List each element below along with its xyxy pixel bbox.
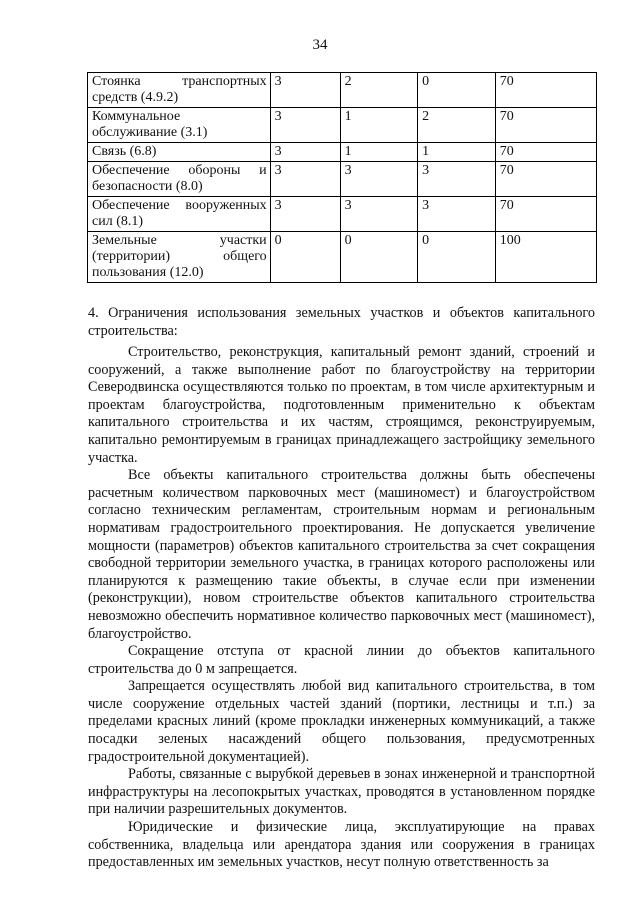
- table-cell: 3: [270, 108, 340, 143]
- paragraph: Запрещается осуществлять любой вид капитального строительства, в том числе сооружение отдельных частей зданий (портики, лестницы и т.п.) за пределами красных линий (кроме прокладки инженерных коммуникаций, а также посадки зеленых насаждений общего пользования, предусмотренных градостроительной документацией).: [88, 678, 595, 765]
- zoning-parameters-table: [87, 72, 597, 283]
- paragraph: Юридические и физические лица, эксплуатирующие на правах собственника, владельца или арендатора здания или сооружения в границах предоставленных им земельных участков, несут полную ответственность за: [88, 819, 595, 871]
- table-cell-name: Обеспечение обороны и безопасности (8.0): [88, 162, 271, 197]
- table-cell: 2: [418, 108, 496, 143]
- table-cell: 70: [495, 73, 596, 108]
- table-row: [88, 143, 597, 162]
- paragraph: Строительство, реконструкция, капитальный ремонт зданий, строений и сооружений, а также выполнение работ по благоустройству на территории Северодвинска осуществляются только по проектам, в том числе архитектурным и проектам благоустройства, подготовленным применительно к объектам капитального строительства и их частям, строящимся, реконструируемым, капитально ремонтируемым в границах принадлежащего застройщику земельного участка.: [88, 344, 595, 466]
- table-cell: 0: [270, 232, 340, 283]
- table-cell: 3: [270, 73, 340, 108]
- table-cell: 3: [418, 162, 496, 197]
- table-cell-name: Коммунальное обслуживание (3.1): [88, 108, 271, 143]
- table-row: [88, 108, 597, 143]
- table-row: [88, 73, 597, 108]
- table-cell: 3: [340, 162, 418, 197]
- page-number: 34: [312, 37, 328, 53]
- table-cell: 0: [418, 232, 496, 283]
- table-cell: 1: [340, 143, 418, 162]
- table-cell: 3: [418, 197, 496, 232]
- table-cell: 100: [495, 232, 596, 283]
- table-cell: 70: [495, 108, 596, 143]
- table-cell-name: Стоянка транспортных средств (4.9.2): [88, 73, 271, 108]
- paragraph: Работы, связанные с вырубкой деревьев в зонах инженерной и транспортной инфраструктуры на лесопокрытых участках, проводятся в установленном порядке при наличии разрешительных документов.: [88, 766, 595, 818]
- table-cell-name: Обеспечение вооруженных сил (8.1): [88, 197, 271, 232]
- table-cell: 1: [418, 143, 496, 162]
- table-cell: 0: [340, 232, 418, 283]
- paragraph: Все объекты капитального строительства должны быть обеспечены расчетным количеством парковочных мест (машиномест) и благоустройством согласно техническим регламентам, строительным нормам и региональным нормативам градостроительного проектирования. Не допускается увеличение мощности (параметров) объектов капитального строительства за счет сокращения свободной территории земельного участка, в границах которого расположены или планируются к размещению такие объекты, в случае если при изменении (реконструкции), новом строительстве объектов капитального строительства невозможно обеспечить нормативное количество парковочных мест (машиномест), благоустройство.: [88, 467, 595, 642]
- table-cell: 70: [495, 197, 596, 232]
- table-cell: 3: [270, 197, 340, 232]
- table-cell: 0: [418, 73, 496, 108]
- table-cell: 3: [270, 162, 340, 197]
- paragraph: Сокращение отступа от красной линии до объектов капитального строительства до 0 м запрещается.: [88, 643, 595, 677]
- table-cell-name: Земельные участки (территории) общего пользования (12.0): [88, 232, 271, 283]
- table-cell: 70: [495, 143, 596, 162]
- section-body: [88, 344, 595, 872]
- table-cell-name: Связь (6.8): [88, 143, 271, 162]
- table-cell: 3: [340, 197, 418, 232]
- section-heading: 4. Ограничения использования земельных участков и объектов капитального строительства:: [88, 305, 595, 339]
- table-cell: 70: [495, 162, 596, 197]
- table-row: [88, 162, 597, 197]
- table-row: [88, 232, 597, 283]
- table-cell: 2: [340, 73, 418, 108]
- table-row: [88, 197, 597, 232]
- table-cell: 3: [270, 143, 340, 162]
- table-cell: 1: [340, 108, 418, 143]
